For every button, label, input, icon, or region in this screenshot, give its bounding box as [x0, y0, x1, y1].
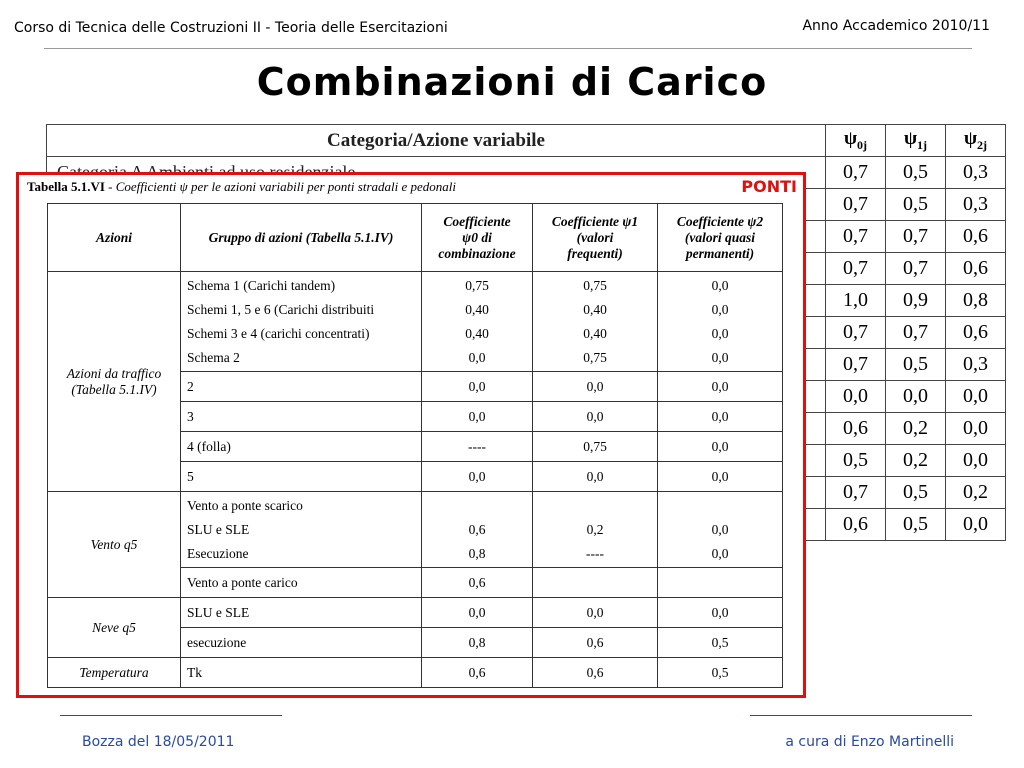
ponti-table-overlay [16, 172, 806, 698]
cell: 0,5 [658, 628, 783, 658]
row-label: 3 [181, 402, 422, 432]
table-caption [27, 179, 456, 195]
cell: 0,0 [658, 462, 783, 492]
row-label: 5 [181, 462, 422, 492]
cell: 0,6 [422, 658, 533, 688]
cell: 0,8 [422, 628, 533, 658]
row-label: esecuzione [181, 628, 422, 658]
bg-cell: 0,8 [946, 285, 1006, 317]
bg-cell: 0,7 [826, 477, 886, 509]
bg-cell: 0,0 [946, 445, 1006, 477]
ponti-label: PONTI [741, 177, 797, 196]
bg-cell: 0,5 [886, 349, 946, 381]
cell: 0,0 [533, 462, 658, 492]
bg-cell: 0,0 [946, 509, 1006, 541]
vento-scarico-cell: Vento a ponte scarico SLU e SLE Esecuzione [181, 492, 422, 568]
vento-psi1: 0,2 ---- [533, 492, 658, 568]
bg-cell: 0,9 [886, 285, 946, 317]
cell: 0,75 [533, 432, 658, 462]
footer-author: a cura di Enzo Martinelli [785, 734, 954, 750]
cell: 0,6 [422, 568, 533, 598]
cell: 0,0 [422, 372, 533, 402]
schemes-psi0: 0,75 0,40 0,40 0,0 [422, 272, 533, 372]
cell: 0,0 [658, 402, 783, 432]
group-neve: Neve q5 [48, 598, 181, 658]
row-label: Tk [181, 658, 422, 688]
bg-cell: 0,0 [946, 413, 1006, 445]
bg-cell: 0,3 [946, 349, 1006, 381]
vento-psi2: 0,0 0,0 [658, 492, 783, 568]
bg-cell: 0,7 [886, 317, 946, 349]
group-vento: Vento q5 [48, 492, 181, 598]
header-psi0: Coefficiente ψ0 di combinazione [422, 204, 533, 272]
cell: 0,0 [533, 402, 658, 432]
header-gruppo: Gruppo di azioni (Tabella 5.1.IV) [181, 204, 422, 272]
group-traffico: Azioni da traffico (Tabella 5.1.IV) [48, 272, 181, 492]
bg-cell: 0,5 [886, 189, 946, 221]
table-row [48, 658, 783, 688]
cell: 0,0 [658, 372, 783, 402]
bg-cell: 0,5 [886, 509, 946, 541]
bg-cell: 0,7 [826, 349, 886, 381]
header-year: Anno Accademico 2010/11 [802, 18, 990, 34]
schemes-psi2: 0,0 0,0 0,0 0,0 [658, 272, 783, 372]
page-title: Combinazioni di Carico [256, 60, 768, 104]
header-psi2: Coefficiente ψ2 (valori quasi permanenti) [658, 204, 783, 272]
bg-cell: 0,5 [826, 445, 886, 477]
row-label: 4 (folla) [181, 432, 422, 462]
bg-cell: 0,6 [826, 509, 886, 541]
footer-draft-date: Bozza del 18/05/2011 [82, 734, 235, 750]
bg-cell: 0,5 [886, 157, 946, 189]
caption-table-number: Tabella 5.1.VI [27, 179, 105, 194]
cell: 0,0 [533, 372, 658, 402]
bg-header-psi0: $\psi_{0j}$ [826, 125, 886, 157]
row-label: SLU e SLE [181, 598, 422, 628]
bg-cell: 0,7 [826, 221, 886, 253]
cell: 0,0 [658, 432, 783, 462]
bg-cell: 0,6 [946, 221, 1006, 253]
bg-cell: 0,0 [826, 381, 886, 413]
group-temperatura: Temperatura [48, 658, 181, 688]
footer-divider-left [60, 715, 282, 716]
cell: 0,6 [533, 658, 658, 688]
bg-cell: 0,2 [886, 413, 946, 445]
caption-text: - Coefficienti ψ per le azioni variabili per ponti stradali e pedonali [104, 179, 457, 194]
bg-cell: 1,0 [826, 285, 886, 317]
row-label: 2 [181, 372, 422, 402]
bg-cell: 0,2 [946, 477, 1006, 509]
bg-table-header [47, 125, 1006, 157]
table-row [48, 598, 783, 628]
table-row [48, 272, 783, 372]
header-psi1: Coefficiente ψ1 (valori frequenti) [533, 204, 658, 272]
bg-cell: 0,5 [886, 477, 946, 509]
bg-cell: 0,0 [946, 381, 1006, 413]
cell: 0,0 [658, 598, 783, 628]
cell [658, 568, 783, 598]
bg-cell: 0,3 [946, 157, 1006, 189]
bg-cell: 0,6 [946, 317, 1006, 349]
bg-cell: 0,7 [826, 317, 886, 349]
cell: 0,0 [422, 598, 533, 628]
bg-cell: 0,7 [826, 157, 886, 189]
cell: 0,0 [533, 598, 658, 628]
footer-divider-right [750, 715, 972, 716]
cell: 0,6 [533, 628, 658, 658]
schemes-psi1: 0,75 0,40 0,40 0,75 [533, 272, 658, 372]
bg-cell: 0,7 [826, 189, 886, 221]
header-azioni: Azioni [48, 204, 181, 272]
bg-cell: 0,6 [826, 413, 886, 445]
bg-cell: 0,7 [886, 253, 946, 285]
cell [533, 568, 658, 598]
cell: 0,0 [422, 402, 533, 432]
cell: ---- [422, 432, 533, 462]
table-row [48, 492, 783, 568]
vento-psi0: 0,6 0,8 [422, 492, 533, 568]
bg-header-psi2: $\psi_{2j}$ [946, 125, 1006, 157]
bg-cell: 0,7 [826, 253, 886, 285]
bg-header-psi1: $\psi_{1j}$ [886, 125, 946, 157]
bg-header-category: Categoria/Azione variabile [47, 125, 826, 157]
bg-cell: 0,2 [886, 445, 946, 477]
bg-cell: 0,6 [946, 253, 1006, 285]
ponti-header-row [48, 204, 783, 272]
bg-cell: 0,3 [946, 189, 1006, 221]
ponti-table [47, 203, 783, 688]
header-divider [44, 48, 972, 49]
cell: 0,5 [658, 658, 783, 688]
bg-cell: 0,7 [886, 221, 946, 253]
cell: 0,0 [422, 462, 533, 492]
bg-cell: 0,0 [886, 381, 946, 413]
schemes-cell: Schema 1 (Carichi tandem) Schemi 1, 5 e 6 (Carichi distribuiti Schemi 3 e 4 (carichi concentrati) Schema 2 [181, 272, 422, 372]
row-label: Vento a ponte carico [181, 568, 422, 598]
header-course: Corso di Tecnica delle Costruzioni II - Teoria delle Esercitazioni [14, 20, 448, 36]
